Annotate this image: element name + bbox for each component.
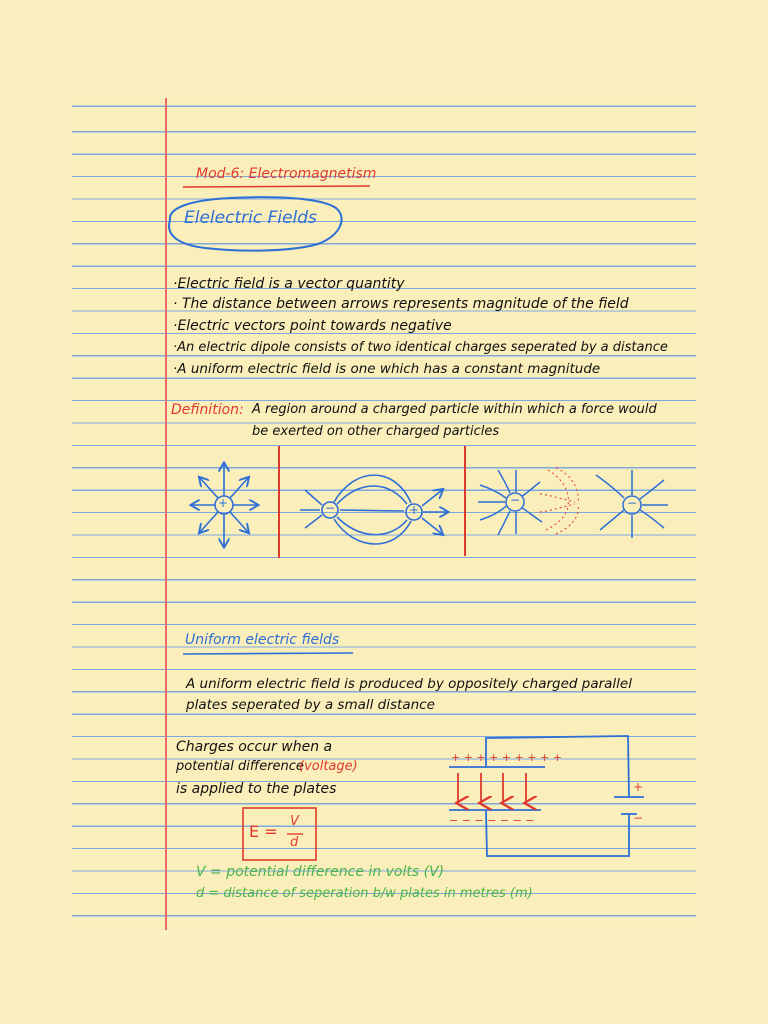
- battery-minus: −: [633, 811, 644, 825]
- bullet-3: ·Electric vectors point towards negative: [173, 318, 452, 334]
- topic-title: Elelectric Fields: [184, 208, 317, 228]
- definition-line-2: be exerted on other charged particles: [252, 424, 500, 439]
- bullet-2: · The distance between arrows represents magnitude of the field: [173, 296, 629, 312]
- legend-d: d = distance of seperation b/w plates in metres (m): [196, 886, 533, 901]
- bullet-5: ·A uniform electric field is one which has a constant magnitude: [173, 361, 601, 377]
- formula-lhs: E =: [249, 822, 278, 841]
- pair-right-sign: −: [627, 496, 638, 510]
- uniform-heading: Uniform electric fields: [185, 632, 340, 648]
- formula-denominator: d: [290, 835, 299, 850]
- bullet-4: ·An electric dipole consists of two identical charges seperated by a distance: [173, 340, 668, 355]
- bullet-1: ·Electric field is a vector quantity: [173, 276, 405, 292]
- legend-v: V = potential difference in volts (V): [196, 864, 445, 880]
- definition-line-1: A region around a charged particle within which a force would: [252, 402, 657, 417]
- pair-left-sign: −: [510, 493, 521, 507]
- top-plate-charges: + + + + + + + + +: [451, 751, 562, 764]
- bottom-plate-charges: − − − − − − −: [449, 814, 535, 827]
- charges-line-1: Charges occur when a: [176, 739, 333, 755]
- formula-numerator: V: [290, 814, 299, 829]
- dipole-positive-sign: +: [409, 503, 420, 517]
- definition-label: Definition:: [171, 402, 244, 418]
- charges-line-2b: (voltage): [299, 759, 358, 774]
- module-title: Mod-6: Electromagnetism: [196, 166, 377, 182]
- uniform-line-1: A uniform electric field is produced by oppositely charged parallel: [186, 676, 632, 692]
- battery-plus: +: [633, 780, 644, 794]
- uniform-line-2: plates seperated by a small distance: [186, 697, 435, 713]
- charges-line-2a: potential difference: [176, 759, 304, 774]
- single-charge-sign: +: [218, 496, 229, 510]
- dipole-negative-sign: −: [325, 501, 336, 515]
- charges-line-3: is applied to the plates: [176, 781, 337, 797]
